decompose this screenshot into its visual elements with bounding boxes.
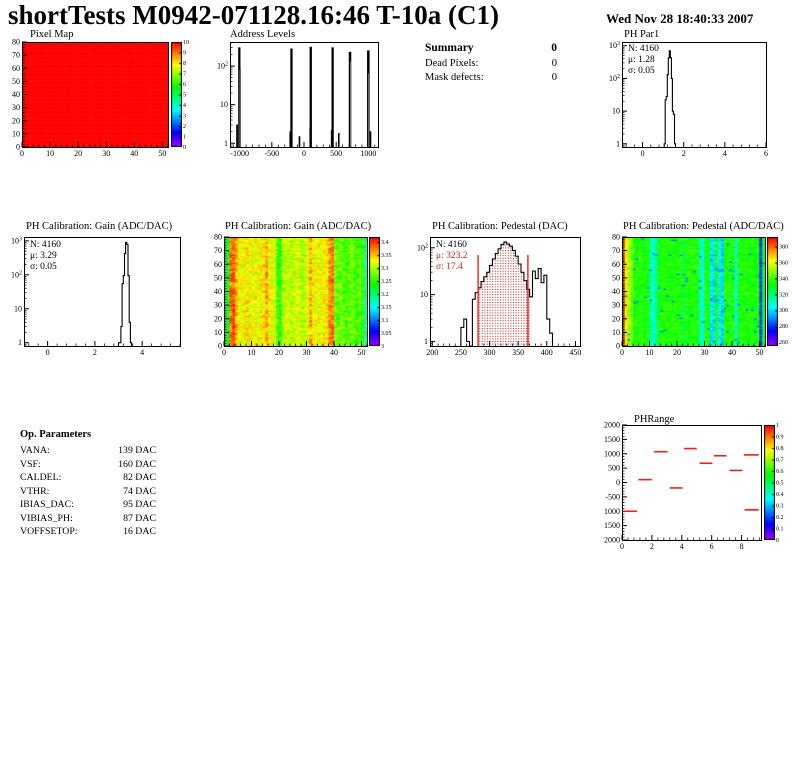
tick-label: 40 (728, 348, 736, 357)
tick-label: 60 (12, 63, 20, 73)
tick-label: 3.15 (381, 305, 392, 312)
tick-label: 20 (612, 314, 620, 324)
gain-map-plot (205, 221, 405, 365)
tick-label: 10 (645, 348, 654, 357)
tick-label: 0 (45, 348, 50, 357)
address-level-bar (332, 48, 334, 147)
gain-histogram-plot (2, 221, 206, 365)
tick-label: 1500 (604, 521, 620, 531)
tick-label: 2000 (604, 535, 620, 545)
tick-label: 9 (183, 50, 186, 57)
tick-label: 0 (776, 538, 779, 544)
tick-label: 30 (302, 348, 311, 357)
plot-frame (23, 43, 169, 148)
tick-label: 0 (218, 341, 222, 351)
param-name: VTHR: (20, 485, 50, 497)
tick-label: 3.25 (381, 279, 392, 286)
tick-label: 1 (424, 336, 428, 346)
plot-frame (623, 238, 766, 347)
tick-label: 5 (183, 92, 186, 99)
plot-title: PHRange (634, 414, 675, 425)
tick-label: 0.4 (776, 492, 784, 498)
page-title: shortTests M0942-071128.16:46 T-10a (C1) (8, 0, 500, 30)
tick-label: 10 (420, 290, 428, 300)
tick-label: 0.3 (776, 503, 784, 510)
tick-label: 280 (779, 324, 788, 331)
tick-label: 1 (224, 138, 228, 148)
tick-label: 50 (612, 273, 620, 283)
ped-hist-svg (406, 221, 608, 365)
op-parameters-title: Op. Parameters (20, 429, 92, 440)
tick-label: 3 (381, 344, 384, 350)
stats-mean: μ: 323.2 (436, 251, 468, 261)
op-parameter-row (20, 498, 156, 512)
tick-label: 50 (214, 273, 222, 283)
tick-label: 20 (74, 149, 83, 158)
tick-label: 80 (612, 232, 620, 242)
tick-label: 50 (755, 348, 764, 357)
tick-label: 340 (779, 276, 788, 283)
tick-label: 20 (275, 348, 283, 357)
tick-label: 0 (620, 542, 624, 551)
summary-title: Summary (425, 42, 474, 54)
tick-label: 380 (779, 244, 788, 251)
plot-frame (623, 426, 762, 541)
tick-label: 10 (46, 149, 55, 158)
summary-block (425, 42, 557, 85)
tick-label: 0 (20, 149, 24, 158)
tick-label: 8 (739, 542, 744, 551)
tick-label: 300 (779, 308, 788, 315)
tick-label: 10 (220, 100, 228, 110)
tick-label: 2 (681, 149, 686, 158)
tick-label: 10 (183, 40, 189, 46)
tick-label: 320 (779, 292, 788, 299)
tick-label: -500 (264, 149, 280, 158)
stats-sigma: σ: 17.4 (436, 262, 463, 272)
tick-label: 70 (612, 246, 620, 256)
tick-label: 1000 (360, 149, 377, 158)
tick-label: $10^3$ (11, 236, 22, 246)
tick-label: 0.1 (776, 526, 784, 533)
ph-range-colorbar (764, 425, 775, 540)
tick-label: 350 (512, 348, 525, 357)
gain-map-colorbar (369, 237, 380, 346)
tick-label: $10^2$ (11, 270, 22, 280)
plot-title: Pixel Map (30, 29, 74, 40)
plot-title: PH Calibration: Pedestal (DAC) (432, 221, 568, 232)
plot-title: Address Levels (230, 29, 296, 40)
tick-label: 0.6 (776, 469, 784, 475)
tick-label: 300 (483, 348, 496, 357)
tick-label: 30 (12, 103, 20, 113)
plot-frame (225, 238, 368, 347)
plot-title: PH Calibration: Gain (ADC/DAC) (225, 221, 372, 232)
op-parameter-row (20, 458, 156, 472)
op-parameter-row (20, 485, 156, 499)
histogram-line (119, 242, 132, 346)
summary-row-label: Dead Pixels: (425, 58, 479, 69)
tick-label: 0 (620, 348, 624, 357)
param-value: 160 DAC (118, 458, 156, 470)
ph-range-plot (598, 407, 796, 555)
tick-label: 0 (616, 341, 620, 351)
tick-label: 1 (18, 338, 22, 348)
address-level-bar (291, 49, 293, 147)
tick-label: 3.1 (381, 318, 389, 325)
address-level-bar (236, 125, 237, 147)
tick-label: 0.8 (776, 446, 784, 452)
tick-label: 60 (214, 259, 222, 269)
tick-label: 1000 (604, 506, 620, 516)
address-level-bar (370, 132, 371, 147)
param-value: 74 DAC (123, 485, 156, 497)
param-value: 82 DAC (123, 472, 156, 483)
stats-entries: N: 4160 (436, 240, 467, 250)
tick-label: 4 (679, 542, 684, 551)
tick-label: $10^2$ (217, 61, 228, 71)
tick-label: $10^3$ (609, 41, 620, 51)
tick-label: 30 (700, 348, 709, 357)
param-name: CALDEL: (20, 472, 62, 483)
tick-label: 20 (12, 116, 20, 126)
param-name: VANA: (20, 445, 50, 456)
tick-label: 1 (183, 134, 186, 141)
address-levels-svg (200, 29, 395, 162)
op-parameter-row (20, 444, 156, 458)
tick-label: 60 (612, 259, 620, 269)
summary-row-value: 0 (551, 58, 557, 69)
tick-label: 450 (569, 348, 582, 357)
tick-label: 3.3 (381, 266, 389, 273)
tick-label: 1000 (604, 449, 620, 459)
summary-row-value: 0 (551, 72, 557, 83)
tick-label: $10^2$ (609, 73, 620, 83)
param-value: 16 DAC (123, 526, 156, 537)
tick-label: 50 (158, 149, 167, 158)
tick-label: 4 (183, 103, 186, 109)
param-value: 139 DAC (118, 445, 156, 456)
tick-label: 20 (673, 348, 681, 357)
tick-label: 3 (183, 113, 186, 120)
plot-title: PH Calibration: Pedestal (ADC/DAC) (623, 221, 784, 232)
tick-label: 3.05 (381, 331, 392, 338)
op-parameter-row (20, 471, 156, 485)
tick-label: 1 (616, 139, 620, 149)
summary-headline-value: 0 (551, 42, 557, 54)
tick-label: 360 (779, 260, 788, 267)
tick-label: 0 (183, 145, 186, 151)
tick-label: 0.2 (776, 515, 784, 521)
tick-label: 3.2 (381, 292, 389, 299)
tick-label: 70 (12, 50, 20, 60)
tick-label: 3.4 (381, 240, 389, 247)
tick-label: 80 (214, 232, 222, 242)
pixel-map-colorbar (171, 42, 182, 147)
param-value: 95 DAC (123, 499, 156, 510)
param-name: VIBIAS_PH: (20, 512, 73, 524)
stats-entries: N: 4160 (628, 44, 659, 54)
tick-label: 2 (183, 124, 186, 130)
tick-label: 0 (616, 478, 620, 487)
op-parameters-block (20, 429, 156, 539)
tick-label: 10 (12, 129, 20, 139)
tick-label: 3.35 (381, 253, 392, 260)
plot-frame (25, 238, 181, 347)
pedestal-histogram-plot (406, 221, 608, 365)
plot-title: PH Calibration: Gain (ADC/DAC) (26, 221, 173, 232)
tick-label: 0 (16, 142, 20, 152)
tick-label: 0.5 (776, 480, 784, 487)
tick-label: 4 (722, 149, 727, 158)
address-level-bar (338, 133, 339, 147)
ph-par1-plot (598, 29, 796, 162)
plot-title: PH Par1 (624, 29, 660, 40)
tick-label: 40 (612, 287, 620, 296)
tick-label: 70 (214, 246, 222, 256)
plot-frame (231, 43, 379, 148)
tick-label: 10 (612, 106, 620, 116)
tick-label: -500 (605, 492, 620, 502)
pedestal-map-plot (603, 221, 796, 365)
tick-label: 50 (12, 76, 20, 86)
tick-label: 0 (302, 149, 306, 158)
tick-label: 7 (183, 71, 186, 78)
stats-entries: N: 4160 (30, 240, 61, 250)
tick-label: 10 (247, 348, 256, 357)
gain-hist-svg (2, 221, 206, 365)
ph-par1-svg (598, 29, 796, 162)
tick-label: 6 (709, 542, 714, 551)
address-levels-plot (200, 29, 395, 162)
tick-label: 2000 (604, 420, 620, 430)
tick-label: 1500 (604, 434, 620, 444)
tick-label: 250 (454, 348, 467, 357)
tick-label: 30 (102, 149, 111, 158)
address-level-bar (299, 136, 300, 147)
param-name: VSF: (20, 458, 41, 470)
tick-label: 0 (640, 149, 645, 158)
address-level-bar (310, 47, 312, 147)
summary-row (425, 57, 557, 71)
tick-label: 30 (214, 300, 222, 310)
plot-frame (623, 43, 767, 148)
tick-label: 1 (776, 423, 779, 429)
stats-mean: μ: 3.29 (30, 251, 57, 261)
tick-label: 8 (183, 61, 186, 67)
tick-label: -1000 (230, 149, 249, 158)
tick-label: 6 (764, 149, 768, 158)
tick-label: 0.7 (776, 457, 784, 464)
stats-sigma: σ: 0.05 (628, 66, 655, 76)
stats-sigma: σ: 0.05 (30, 262, 57, 272)
tick-label: 10 (14, 304, 22, 314)
summary-row (425, 71, 557, 85)
tick-label: 0 (222, 348, 226, 357)
tick-label: 40 (330, 348, 338, 357)
tick-label: 2 (649, 542, 654, 551)
tick-label: 4 (140, 348, 145, 357)
pixel-map-plot (4, 29, 202, 162)
op-parameter-row (20, 512, 156, 526)
histogram-fill (478, 242, 529, 346)
tick-label: 6 (183, 82, 186, 88)
tick-label: 30 (612, 300, 620, 310)
param-name: IBIAS_DAC: (20, 499, 74, 510)
address-level-bar (368, 73, 369, 147)
ped-map-colorbar (767, 237, 778, 346)
address-level-bar (239, 70, 240, 147)
tick-label: 80 (12, 37, 20, 47)
tick-label: 20 (214, 314, 222, 324)
tick-label: 2 (92, 348, 97, 357)
param-value: 87 DAC (123, 512, 156, 524)
tick-label: 0.9 (776, 434, 784, 441)
tick-label: 40 (214, 287, 222, 296)
tick-label: 500 (608, 463, 620, 473)
op-parameter-row (20, 525, 156, 539)
tick-label: 400 (540, 348, 553, 357)
tick-label: 50 (357, 348, 366, 357)
address-level-bar (350, 61, 351, 147)
stats-mean: μ: 1.28 (628, 55, 655, 65)
tick-label: 10 (612, 327, 620, 337)
histogram-line (664, 51, 675, 147)
param-name: VOFFSETOP: (20, 526, 78, 537)
summary-row-label: Mask defects: (425, 72, 484, 83)
timestamp: Wed Nov 28 18:40:33 2007 (606, 11, 754, 26)
tick-label: 500 (330, 149, 343, 158)
tick-label: 260 (779, 340, 788, 347)
tick-label: 10 (214, 327, 222, 337)
tick-label: 200 (426, 348, 439, 357)
tick-label: 40 (12, 90, 20, 99)
tick-label: 40 (130, 149, 139, 158)
tick-label: $10^2$ (417, 243, 428, 253)
